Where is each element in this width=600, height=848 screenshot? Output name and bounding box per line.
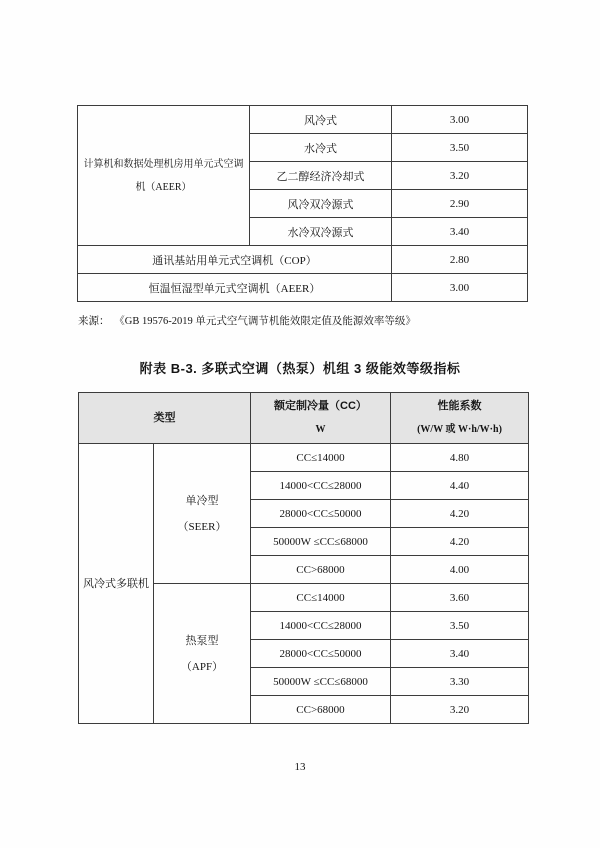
- unitary-ac-efficiency-table: [77, 105, 528, 302]
- cc-range-cell: CC>68000: [251, 556, 391, 584]
- subcategory-line2: （SEER）: [177, 520, 227, 533]
- source-text: 《GB 19576-2019 单元式空气调节机能效限定值及能源效率等级》: [119, 316, 416, 327]
- value-cell: 3.50: [391, 612, 529, 640]
- cooling-type-cell: 风冷式: [250, 106, 392, 134]
- cc-range-cell: 28000<CC≤50000: [251, 640, 391, 668]
- header-performance-coefficient: [391, 393, 529, 444]
- value-cell: 3.20: [391, 696, 529, 724]
- subcategory-line2: （APF）: [180, 660, 224, 673]
- subcategory-cell-cooling-only: [154, 444, 251, 584]
- header-perf-line2: (W/W 或 W·h/W·h): [417, 424, 502, 435]
- table-row: [78, 246, 528, 274]
- table-row: [78, 106, 528, 134]
- category-cell-telecom-base-ac: 通讯基站用单元式空调机（COP）: [78, 246, 392, 274]
- value-cell: 4.00: [391, 556, 529, 584]
- multi-split-ac-efficiency-table: [78, 392, 529, 724]
- table-header-row: [79, 393, 529, 444]
- value-cell: 3.20: [392, 162, 528, 190]
- category-label-line2: 机（AEER）: [135, 181, 192, 193]
- subcategory-cell-heat-pump: [154, 584, 251, 724]
- table-row: [78, 274, 528, 302]
- cc-range-cell: CC≤14000: [251, 584, 391, 612]
- source-label: 来源：: [78, 316, 110, 327]
- value-cell: 4.20: [391, 500, 529, 528]
- value-cell: 3.00: [392, 274, 528, 302]
- cc-range-cell: 50000W ≤CC≤68000: [251, 668, 391, 696]
- value-cell: 3.40: [392, 218, 528, 246]
- value-cell: 2.80: [392, 246, 528, 274]
- cc-range-cell: 14000<CC≤28000: [251, 612, 391, 640]
- cc-range-cell: CC>68000: [251, 696, 391, 724]
- table-row: [79, 444, 529, 472]
- subcategory-line1: 热泵型: [185, 634, 219, 647]
- cooling-type-cell: 水冷双冷源式: [250, 218, 392, 246]
- cc-range-cell: 14000<CC≤28000: [251, 472, 391, 500]
- table2-title: 附表 B-3. 多联式空调（热泵）机组 3 级能效等级指标: [139, 361, 461, 376]
- value-cell: 4.20: [391, 528, 529, 556]
- category-label-line1: 计算机和数据处理机房用单元式空调: [83, 158, 244, 170]
- value-cell: 3.30: [391, 668, 529, 696]
- value-cell: 3.50: [392, 134, 528, 162]
- source-note: [78, 313, 416, 328]
- cooling-type-cell: 乙二醇经济冷却式: [250, 162, 392, 190]
- header-perf-line1: 性能系数: [437, 400, 482, 412]
- value-cell: 3.60: [391, 584, 529, 612]
- subcategory-line1: 单冷型: [185, 494, 219, 507]
- header-rated-cooling-capacity: [251, 393, 391, 444]
- value-cell: 3.00: [392, 106, 528, 134]
- cc-range-cell: 28000<CC≤50000: [251, 500, 391, 528]
- category-cell-constant-temp-humidity-ac: 恒温恒湿型单元式空调机（AEER）: [78, 274, 392, 302]
- cooling-type-cell: 风冷双冷源式: [250, 190, 392, 218]
- cc-range-cell: 50000W ≤CC≤68000: [251, 528, 391, 556]
- category-cell-computer-room-ac: [78, 106, 250, 246]
- header-type: 类型: [79, 393, 251, 444]
- cc-range-cell: CC≤14000: [251, 444, 391, 472]
- header-cc-line1: 额定制冷量（CC）: [274, 400, 367, 412]
- page-number: 13: [294, 761, 306, 773]
- value-cell: 4.80: [391, 444, 529, 472]
- value-cell: 4.40: [391, 472, 529, 500]
- cooling-type-cell: 水冷式: [250, 134, 392, 162]
- category-cell-air-cooled-multi-split: 风冷式多联机: [79, 444, 154, 724]
- value-cell: 3.40: [391, 640, 529, 668]
- value-cell: 2.90: [392, 190, 528, 218]
- header-cc-line2: W: [315, 424, 326, 435]
